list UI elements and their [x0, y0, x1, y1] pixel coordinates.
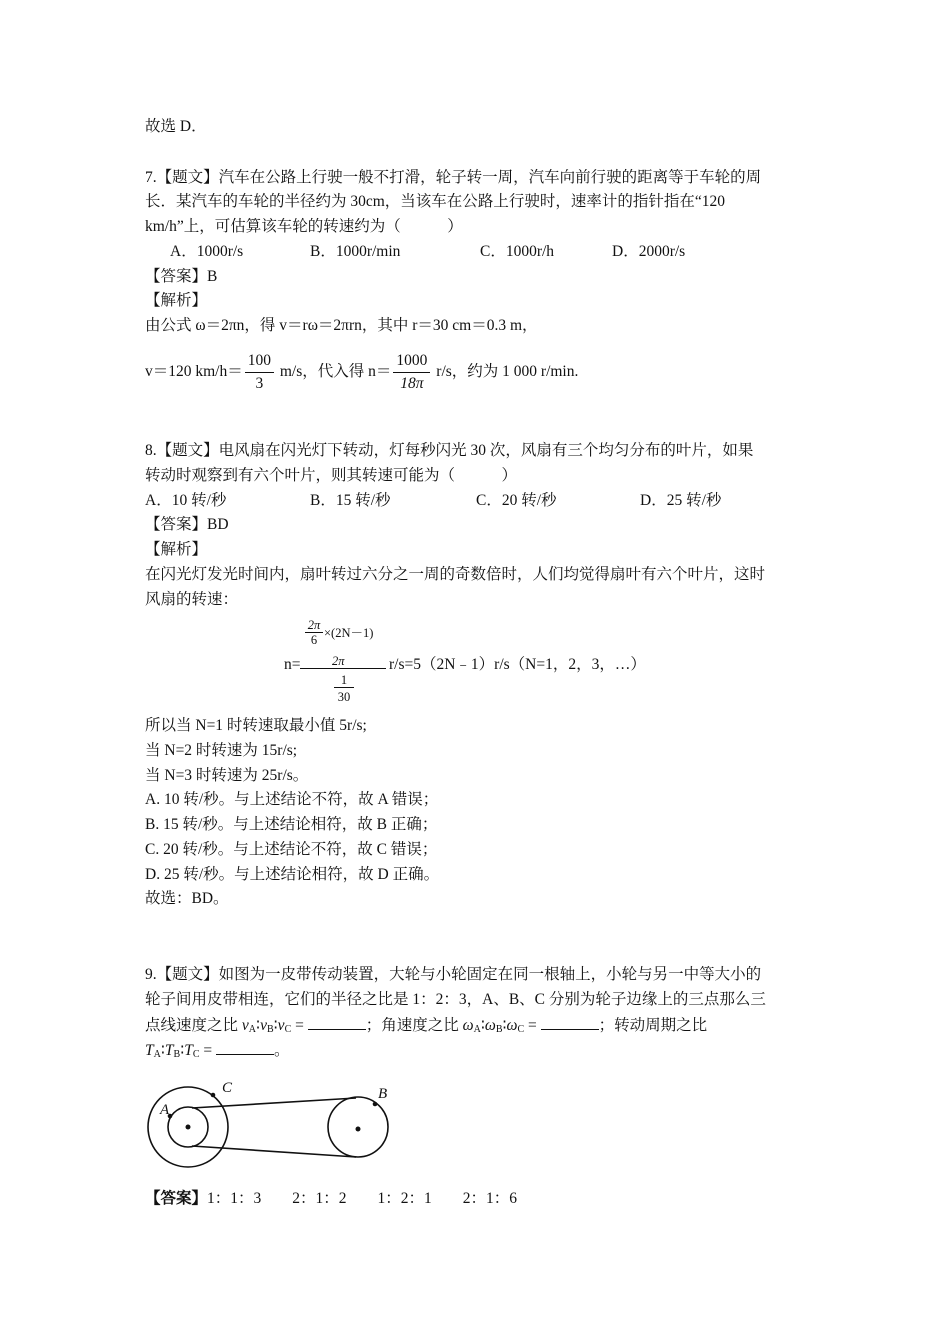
q7-a2-mid: m/s，代入得 n＝ [276, 362, 392, 380]
sub-c: C [517, 1024, 525, 1035]
q8-check-b: B. 15 转/秒。与上述结论相符，故 B 正确； [145, 816, 438, 833]
var-v: v [260, 1017, 267, 1034]
q8-line-1: 8.【题文】电风扇在闪光灯下转动，灯每秒闪光 30 次，风扇有三个均匀分布的叶片，如果 [145, 442, 754, 459]
q9-line-1: 9.【题文】如图为一皮带传动装置，大轮与小轮固定在同一根轴上，小轮与另一中等大小的 [145, 966, 762, 983]
sub-a: A [153, 1049, 161, 1060]
q8-result-2: 当 N=2 时转速为 15r/s; [145, 742, 298, 759]
fraction-1000-over-18pi [393, 352, 430, 393]
sub-a: A [473, 1024, 481, 1035]
q7-option-d: D．2000r/s [612, 243, 686, 260]
q8-option-a: A．10 转/秒 [145, 492, 227, 509]
mid-2pi: 2π [332, 654, 345, 668]
q9-answer-text: 1：1：3 2：1：2 1：2：1 2：1：6 [207, 1190, 518, 1207]
var-omega: ω [462, 1017, 474, 1034]
bottom-fraction [334, 673, 354, 704]
fraction-numerator: 100 [245, 352, 274, 373]
var-t: T [145, 1042, 154, 1059]
prev-conclusion: 故选 D． [145, 118, 207, 135]
fraction-denominator: 3 [255, 374, 264, 392]
label-a: A [160, 1102, 170, 1118]
q9-line-4 [145, 1040, 290, 1065]
q8-option-c: C．20 转/秒 [476, 492, 557, 509]
q8-analysis-line-1: 在闪光灯发光时间内，扇叶转过六分之一周的奇数倍时，人们均觉得扇叶有六个叶片，这时 [145, 566, 766, 583]
answer-blank-2 [541, 1015, 599, 1030]
var-v: v [241, 1017, 249, 1034]
q9-answer-label: 【答案】 [145, 1190, 208, 1207]
q8-analysis-title: 【解析】 [145, 541, 208, 558]
var-t: T [184, 1042, 193, 1059]
q9-l3-b: ；角速度之比 [365, 1017, 463, 1034]
sub-b: B [266, 1024, 274, 1035]
q7-option-c: C．1000r/h [480, 243, 555, 260]
ratio-colon: ∶ [256, 1017, 261, 1034]
sub-b: B [495, 1024, 503, 1035]
answer-blank-3 [216, 1040, 274, 1055]
q9-line-3 [145, 1015, 707, 1040]
sentence-end: 。 [274, 1042, 290, 1059]
point-b-dot [373, 1102, 378, 1107]
sub-c: C [284, 1024, 292, 1035]
sub-a: A [248, 1024, 257, 1035]
var-v: v [277, 1017, 285, 1034]
top-fraction [305, 618, 323, 647]
ratio-colon: ∶ [480, 1017, 485, 1034]
q7-analysis-line-2 [145, 352, 578, 393]
q7-a2-prefix: v＝120 km/h＝ [145, 362, 243, 380]
complex-fraction [300, 618, 386, 710]
q9-answer [145, 1189, 517, 1209]
q9-l3-a: 点线速度之比 [145, 1017, 242, 1034]
q7-a2-suffix: r/s，约为 1 000 r/min. [432, 362, 579, 380]
q8-option-b: B．15 转/秒 [310, 492, 391, 509]
bottom-denominator-30: 30 [334, 687, 354, 704]
q7-analysis-title: 【解析】 [145, 292, 208, 309]
formula-n-label: n= [284, 656, 301, 673]
var-omega: ω [484, 1017, 496, 1034]
fraction-numerator: 1000 [393, 352, 430, 373]
label-c: C [222, 1080, 233, 1096]
answer-blank-1 [308, 1015, 366, 1030]
q7-line-1: 7.【题文】汽车在公路上行驶一般不打滑，轮子转一周，汽车向前行驶的距离等于车轮的周 [145, 169, 762, 186]
equals: = [199, 1042, 217, 1059]
q8-result-1: 所以当 N=1 时转速取最小值 5r/s; [145, 717, 367, 734]
fraction-denominator: 18π [400, 374, 424, 392]
sub-b: B [173, 1049, 181, 1060]
q7-line-3: km/h”上，可估算该车轮的转速约为（ ） [145, 218, 463, 235]
q8-option-d: D．25 转/秒 [640, 492, 722, 509]
q8-analysis-line-2: 风扇的转速： [145, 591, 239, 608]
var-omega: ω [506, 1017, 518, 1034]
formula-tail: r/s=5（2N﹣1）r/s（N=1，2，3，…） [389, 656, 646, 673]
sub-c: C [192, 1049, 200, 1060]
ratio-colon: ∶ [180, 1042, 185, 1059]
q7-analysis-line-1: 由公式 ω＝2πn，得 v＝rω＝2πrn，其中 r＝30 cm＝0.3 m， [145, 317, 538, 334]
top-multiplier: ×(2N－1) [324, 626, 374, 640]
var-t: T [164, 1042, 174, 1059]
q8-result-3: 当 N=3 时转速为 25r/s。 [145, 767, 309, 784]
q9-l3-c: ；转动周期之比 [598, 1017, 708, 1034]
equals: = [291, 1017, 308, 1034]
ratio-colon: ∶ [502, 1017, 507, 1034]
q8-line-2: 转动时观察到有六个叶片，则其转速可能为（ ） [145, 467, 518, 484]
q8-answer: 【答案】BD [145, 516, 229, 533]
q7-answer: 【答案】B [145, 268, 218, 285]
ratio-colon: ∶ [273, 1017, 278, 1034]
label-b: B [378, 1086, 388, 1102]
q7-line-2: 长．某汽车的车轮的半径约为 30cm，当该车在公路上行驶时，速率计的指针指在“120 [145, 193, 725, 210]
shared-axle-dot [186, 1125, 191, 1130]
main-fraction-bar [300, 668, 386, 669]
q8-check-c: C. 20 转/秒。与上述结论不符，故 C 错误； [145, 841, 438, 858]
q8-conclusion: 故选：BD。 [145, 890, 229, 907]
equals: = [524, 1017, 541, 1034]
q7-option-a: A．1000r/s [170, 243, 244, 260]
q9-line-2: 轮子间用皮带相连，它们的半径之比是 1：2：3，A、B、C 分别为轮子边缘上的三点那么三 [145, 991, 766, 1008]
q8-check-d: D. 25 转/秒。与上述结论相符，故 D 正确。 [145, 866, 440, 883]
medium-axle-dot [356, 1127, 361, 1132]
point-c-dot [211, 1093, 216, 1098]
q7-option-b: B．1000r/min [310, 243, 401, 260]
top-denominator-6: 6 [305, 632, 323, 647]
belt-drive-diagram [140, 1072, 400, 1192]
bottom-numerator-1: 1 [340, 673, 348, 687]
ratio-colon: ∶ [160, 1042, 165, 1059]
top-numerator-2pi: 2π [307, 618, 321, 632]
q8-check-a: A. 10 转/秒。与上述结论不符，故 A 错误； [145, 791, 439, 808]
fraction-100-over-3 [245, 352, 274, 393]
